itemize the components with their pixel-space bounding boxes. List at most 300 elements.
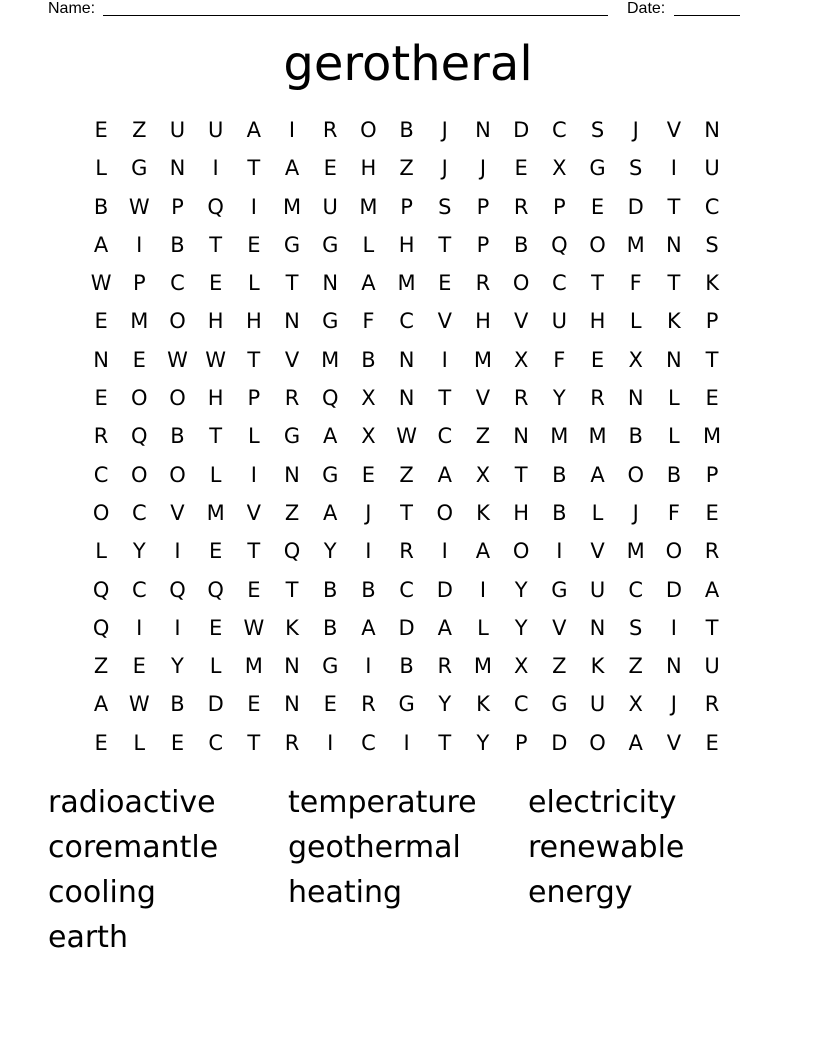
grid-cell: N xyxy=(169,156,186,181)
word-list-item: radioactive xyxy=(48,785,216,820)
word-list-item: renewable xyxy=(528,830,685,865)
grid-cell: I xyxy=(670,156,677,181)
grid-cell: B xyxy=(361,347,376,372)
grid-cell: Y xyxy=(514,615,528,640)
grid-cell: L xyxy=(133,730,146,755)
grid-cell: E xyxy=(438,271,452,296)
grid-cell: M xyxy=(626,232,645,257)
grid-cell: D xyxy=(513,118,530,142)
grid-cell: D xyxy=(665,577,682,602)
grid-cell: U xyxy=(589,577,606,602)
header xyxy=(48,0,748,20)
grid-cell: H xyxy=(475,309,491,334)
grid-cell: M xyxy=(626,539,645,564)
word-list-item: electricity xyxy=(528,785,677,820)
grid-cell: N xyxy=(284,692,300,717)
grid-cell: N xyxy=(284,309,300,334)
grid-cell: J xyxy=(365,500,372,525)
grid-cell: K xyxy=(476,500,490,525)
grid-cell: Q xyxy=(169,577,186,602)
grid-cell: E xyxy=(132,347,146,372)
grid-cell: R xyxy=(513,194,529,219)
word-list-item: earth xyxy=(48,920,128,955)
grid-cell: W xyxy=(167,347,188,372)
grid-cell: V xyxy=(437,309,452,334)
grid-cell: F xyxy=(629,271,642,296)
grid-cell: C xyxy=(704,194,720,219)
grid-cell: A xyxy=(93,232,109,257)
word-list-item: energy xyxy=(528,875,633,910)
grid-cell: A xyxy=(437,462,452,487)
grid-cell: B xyxy=(552,462,567,487)
grid-cell: H xyxy=(398,232,415,257)
grid-cell: N xyxy=(627,386,644,411)
grid-cell: L xyxy=(247,424,260,449)
grid-cell: Z xyxy=(475,424,491,449)
grid-cell: R xyxy=(437,654,453,679)
grid-cell: L xyxy=(209,654,222,679)
grid-cell: C xyxy=(437,424,453,449)
grid-cell: E xyxy=(323,156,337,181)
grid-cell: T xyxy=(400,500,413,525)
grid-cell: H xyxy=(207,309,224,334)
grid-cell: E xyxy=(132,654,146,679)
grid-cell: I xyxy=(479,577,487,602)
grid-cell: X xyxy=(513,654,529,679)
grid-cell: R xyxy=(704,539,720,564)
grid-cell: N xyxy=(284,462,300,487)
grid-cell: M xyxy=(130,309,149,334)
grid-cell: T xyxy=(247,539,261,564)
grid-cell: T xyxy=(438,386,452,411)
grid-cell: Z xyxy=(552,654,567,679)
grid-cell: T xyxy=(705,615,719,640)
grid-cell: F xyxy=(553,347,566,372)
grid-cell: D xyxy=(551,730,568,755)
grid-cell: A xyxy=(93,692,109,717)
grid-cell: D xyxy=(436,577,453,602)
grid-cell: R xyxy=(399,539,414,564)
grid-cell: W xyxy=(205,347,227,372)
grid-cell: E xyxy=(705,730,719,755)
grid-cell: G xyxy=(551,692,568,717)
grid-cell: G xyxy=(131,156,148,181)
grid-cell: X xyxy=(628,347,643,372)
grid-cell: D xyxy=(627,194,644,219)
grid-cell: I xyxy=(441,347,448,372)
grid-cell: B xyxy=(170,692,185,717)
grid-cell: I xyxy=(136,232,143,257)
grid-cell: Q xyxy=(321,386,339,411)
grid-cell: Z xyxy=(628,654,643,679)
grid-cell: A xyxy=(361,271,376,296)
grid-cell: N xyxy=(284,654,300,679)
grid-cell: E xyxy=(94,309,108,334)
grid-cell: T xyxy=(285,271,299,296)
grid-cell: J xyxy=(441,118,448,142)
grid-cell: K xyxy=(590,654,605,679)
grid-cell: K xyxy=(285,615,299,640)
word-list-item: cooling xyxy=(48,875,156,910)
grid-cell: W xyxy=(396,424,417,449)
grid-cell: T xyxy=(438,730,452,755)
grid-cell: Y xyxy=(514,577,528,602)
grid-cell: A xyxy=(628,730,643,755)
grid-cell: W xyxy=(128,692,150,717)
grid-cell: H xyxy=(207,386,224,411)
grid-cell: V xyxy=(552,615,567,640)
grid-cell: C xyxy=(513,692,529,717)
grid-cell: A xyxy=(475,539,491,564)
grid-cell: T xyxy=(247,347,261,372)
grid-cell: G xyxy=(322,232,339,257)
grid-cell: E xyxy=(209,271,223,296)
grid-cell: Y xyxy=(171,654,184,679)
grid-cell: B xyxy=(399,118,414,142)
grid-cell: P xyxy=(476,232,490,257)
grid-cell: K xyxy=(705,271,719,296)
grid-cell: Z xyxy=(284,500,300,525)
grid-cell: S xyxy=(590,118,605,142)
grid-cell: T xyxy=(667,194,681,219)
grid-cell: C xyxy=(628,577,644,602)
date-field-line xyxy=(674,15,740,16)
grid-cell: U xyxy=(207,118,224,142)
grid-cell: L xyxy=(209,462,222,487)
grid-cell: R xyxy=(513,386,529,411)
grid-cell: J xyxy=(441,156,448,181)
grid-cell: Q xyxy=(92,615,110,640)
grid-cell: A xyxy=(246,118,262,142)
grid-cell: E xyxy=(590,194,605,219)
grid-cell: B xyxy=(399,654,414,679)
grid-cell: N xyxy=(93,347,109,372)
grid-cell: Y xyxy=(476,730,490,755)
grid-cell: E xyxy=(590,347,605,372)
grid-cell: B xyxy=(628,424,643,449)
grid-cell: T xyxy=(247,156,261,181)
grid-cell: L xyxy=(95,539,107,564)
grid-cell: P xyxy=(476,194,490,219)
grid-cell: L xyxy=(668,424,680,449)
grid-cell: A xyxy=(590,462,605,487)
grid-cell: V xyxy=(590,539,605,564)
grid-cell: R xyxy=(93,424,109,449)
grid-cell: Q xyxy=(207,577,224,602)
grid-cell: W xyxy=(243,615,265,640)
grid-cell: X xyxy=(513,347,529,372)
grid-cell: E xyxy=(170,730,185,755)
grid-cell: A xyxy=(323,424,338,449)
grid-cell: C xyxy=(208,730,223,755)
grid-cell: O xyxy=(512,539,530,564)
grid-cell: M xyxy=(473,347,493,372)
grid-cell: P xyxy=(132,271,146,296)
grid-cell: O xyxy=(589,730,606,755)
grid-cell: S xyxy=(438,194,452,219)
grid-cell: R xyxy=(284,730,300,755)
grid-cell: V xyxy=(170,500,185,525)
grid-cell: V xyxy=(246,500,262,525)
grid-cell: X xyxy=(361,424,376,449)
grid-cell: U xyxy=(704,156,720,181)
grid-cell: V xyxy=(284,347,300,372)
grid-cell: J xyxy=(670,692,677,717)
grid-cell: T xyxy=(438,232,452,257)
grid-cell: W xyxy=(90,271,112,296)
grid-cell: J xyxy=(632,118,639,142)
grid-cell: O xyxy=(92,500,110,525)
grid-cell: V xyxy=(666,730,682,755)
grid-cell: C xyxy=(131,577,147,602)
grid-cell: E xyxy=(247,692,261,717)
grid-cell: O xyxy=(169,462,186,487)
grid-cell: C xyxy=(93,462,109,487)
grid-cell: O xyxy=(360,118,377,142)
grid-cell: G xyxy=(283,424,301,449)
grid-cell: Q xyxy=(551,232,568,257)
grid-cell: P xyxy=(247,386,261,411)
grid-cell: U xyxy=(169,118,186,142)
grid-cell: O xyxy=(169,309,186,334)
grid-cell: F xyxy=(362,309,375,334)
grid-cell: G xyxy=(322,309,339,334)
grid-cell: M xyxy=(359,194,378,219)
grid-cell: R xyxy=(322,118,338,142)
grid-cell: M xyxy=(321,347,340,372)
grid-cell: Q xyxy=(92,577,110,602)
grid-cell: A xyxy=(323,500,338,525)
grid-cell: I xyxy=(174,615,181,640)
grid-cell: I xyxy=(441,539,448,564)
grid-cell: T xyxy=(591,271,604,296)
grid-cell: I xyxy=(212,156,219,181)
grid-cell: K xyxy=(667,309,681,334)
grid-cell: Y xyxy=(552,386,566,411)
grid-cell: X xyxy=(552,156,567,181)
grid-cell: I xyxy=(403,730,410,755)
grid-cell: M xyxy=(588,424,607,449)
grid-cell: S xyxy=(629,615,643,640)
grid-cell: O xyxy=(627,462,644,487)
grid-cell: I xyxy=(250,194,257,219)
grid-cell: T xyxy=(705,347,719,372)
grid-cell: M xyxy=(550,424,569,449)
grid-cell: E xyxy=(705,386,719,411)
grid-cell: E xyxy=(361,462,376,487)
grid-cell: T xyxy=(285,577,299,602)
grid-cell: X xyxy=(628,692,643,717)
grid-cell: O xyxy=(169,386,186,411)
grid-cell: O xyxy=(436,500,454,525)
grid-cell: N xyxy=(589,615,606,640)
grid-cell: G xyxy=(551,577,568,602)
grid-cell: E xyxy=(94,118,108,142)
grid-cell: G xyxy=(398,692,415,717)
grid-cell: P xyxy=(705,309,719,334)
grid-cell: N xyxy=(666,654,682,679)
grid-cell: P xyxy=(400,194,413,219)
grid-cell: G xyxy=(589,156,606,181)
grid-cell: R xyxy=(704,692,720,717)
grid-cell: E xyxy=(209,539,223,564)
grid-cell: H xyxy=(245,309,262,334)
grid-cell: E xyxy=(705,500,719,525)
grid-cell: B xyxy=(323,577,338,602)
grid-cell: I xyxy=(670,615,677,640)
grid-cell: B xyxy=(513,232,529,257)
word-list xyxy=(48,780,768,960)
grid-cell: N xyxy=(704,118,720,142)
grid-cell: E xyxy=(514,156,528,181)
word-list-item: heating xyxy=(288,875,403,910)
grid-cell: P xyxy=(553,194,566,219)
grid-cell: L xyxy=(591,500,604,525)
word-list-item: geothermal xyxy=(288,830,461,865)
grid-cell: N xyxy=(398,386,415,411)
grid-cell: M xyxy=(397,271,416,296)
date-label: Date: xyxy=(627,0,666,17)
grid-cell: L xyxy=(95,156,107,181)
grid-cell: B xyxy=(170,424,185,449)
grid-cell: A xyxy=(437,615,452,640)
grid-cell: I xyxy=(365,539,372,564)
grid-cell: C xyxy=(131,500,147,525)
grid-cell: I xyxy=(288,118,296,142)
grid-cell: J xyxy=(632,500,639,525)
grid-cell: O xyxy=(512,271,530,296)
grid-cell: B xyxy=(361,577,376,602)
grid-cell: O xyxy=(131,386,148,411)
grid-cell: I xyxy=(250,462,257,487)
grid-cell: U xyxy=(322,194,338,219)
grid-cell: T xyxy=(667,271,681,296)
grid-cell: E xyxy=(94,730,108,755)
grid-cell: Z xyxy=(132,118,147,142)
name-field-line xyxy=(103,15,608,16)
grid-cell: X xyxy=(475,462,491,487)
grid-cell: B xyxy=(170,232,185,257)
grid-cell: C xyxy=(170,271,185,296)
grid-cell: M xyxy=(206,500,225,525)
grid-cell: N xyxy=(322,271,339,296)
grid-cell: C xyxy=(552,271,567,296)
grid-cell: O xyxy=(131,462,148,487)
grid-cell: L xyxy=(668,386,680,411)
grid-cell: M xyxy=(473,654,493,679)
grid-cell: L xyxy=(362,232,375,257)
grid-cell: T xyxy=(514,462,528,487)
grid-cell: H xyxy=(589,309,606,334)
grid-cell: H xyxy=(513,500,530,525)
grid-cell: H xyxy=(360,156,377,181)
grid-cell: K xyxy=(476,692,490,717)
grid-cell: Q xyxy=(283,539,301,564)
grid-cell: R xyxy=(284,386,300,411)
grid-cell: E xyxy=(94,386,108,411)
grid-cell: B xyxy=(552,500,567,525)
grid-cell: C xyxy=(552,118,567,142)
grid-cell: C xyxy=(399,577,414,602)
grid-cell: B xyxy=(323,615,338,640)
grid-cell: B xyxy=(666,462,682,487)
grid-cell: P xyxy=(705,462,719,487)
grid-cell: G xyxy=(283,232,301,257)
grid-cell: E xyxy=(247,577,261,602)
grid-cell: A xyxy=(704,577,720,602)
grid-cell: V xyxy=(475,386,491,411)
grid-cell: N xyxy=(666,347,682,372)
grid-cell: E xyxy=(247,232,261,257)
grid-cell: Y xyxy=(323,539,337,564)
grid-cell: I xyxy=(174,539,181,564)
grid-cell: Z xyxy=(399,462,414,487)
grid-cell: R xyxy=(590,386,605,411)
grid-cell: E xyxy=(209,615,223,640)
grid-cell: C xyxy=(399,309,414,334)
grid-cell: P xyxy=(514,730,528,755)
grid-cell: Z xyxy=(399,156,414,181)
grid-cell: Z xyxy=(93,654,109,679)
grid-cell: G xyxy=(322,462,339,487)
grid-cell: N xyxy=(666,232,682,257)
grid-cell: A xyxy=(361,615,376,640)
grid-cell: A xyxy=(284,156,300,181)
grid-cell: X xyxy=(361,386,376,411)
grid-cell: Q xyxy=(207,194,224,219)
grid-cell: V xyxy=(666,118,682,142)
grid-cell: S xyxy=(629,156,643,181)
grid-cell: T xyxy=(209,232,223,257)
grid-cell: L xyxy=(629,309,642,334)
grid-cell: W xyxy=(128,194,150,219)
grid-cell: U xyxy=(589,692,606,717)
grid-cell: P xyxy=(171,194,184,219)
grid-cell: O xyxy=(665,539,683,564)
grid-cell: F xyxy=(667,500,680,525)
grid-cell: O xyxy=(589,232,606,257)
grid-cell: T xyxy=(247,730,261,755)
name-label: Name: xyxy=(48,0,96,17)
grid-cell: D xyxy=(207,692,224,717)
grid-cell: I xyxy=(365,654,372,679)
page-title: gerotheral xyxy=(283,36,533,92)
grid-cell: Q xyxy=(131,424,148,449)
grid-cell: N xyxy=(398,347,415,372)
grid-cell: U xyxy=(704,654,720,679)
word-list-item: temperature xyxy=(288,785,477,820)
grid-cell: D xyxy=(398,615,415,640)
grid-cell: Y xyxy=(132,539,146,564)
word-list-item: coremantle xyxy=(48,830,219,865)
grid-cell: R xyxy=(361,692,376,717)
grid-cell: L xyxy=(247,271,260,296)
grid-cell: I xyxy=(327,730,334,755)
grid-cell: T xyxy=(209,424,223,449)
grid-cell: B xyxy=(93,194,109,219)
grid-cell: E xyxy=(323,692,337,717)
letter-grid xyxy=(82,111,732,762)
grid-cell: S xyxy=(705,232,719,257)
grid-cell: I xyxy=(136,615,143,640)
grid-cell: I xyxy=(556,539,563,564)
grid-cell: C xyxy=(361,730,376,755)
grid-cell: J xyxy=(479,156,487,181)
grid-cell: N xyxy=(475,118,491,142)
grid-cell: N xyxy=(513,424,530,449)
grid-cell: L xyxy=(477,615,489,640)
grid-cell: V xyxy=(513,309,529,334)
